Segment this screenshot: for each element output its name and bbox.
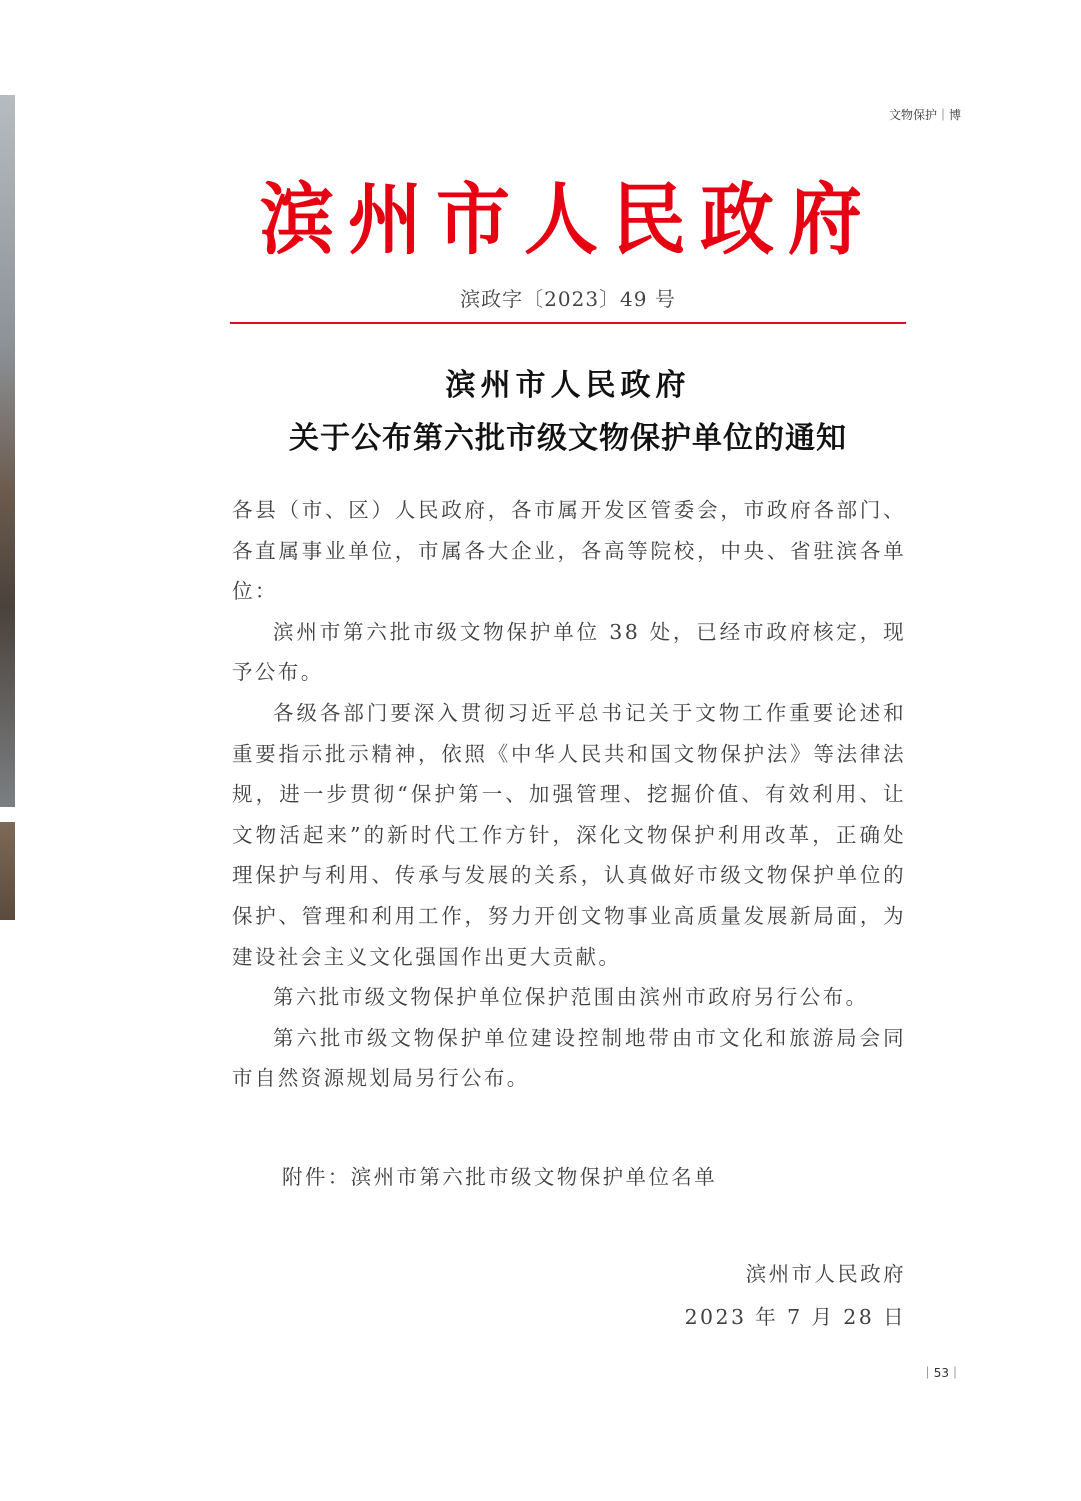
body-paragraph: 滨州市第六批市级文物保护单位 38 处，已经市政府核定，现予公布。 (232, 619, 906, 685)
attachment-line: 附件：滨州市第六批市级文物保护单位名单 (282, 1165, 718, 1189)
salutation-paragraph: 各县（市、区）人民政府，各市属开发区管委会，市政府各部门、各直属事业单位，市属各大企业，各高等院校，中央、省驻滨各单位： (232, 498, 906, 604)
section-tag: 文物保护｜博 (888, 108, 961, 122)
page-number: ｜53｜ (921, 1366, 961, 1380)
notice-title-line1: 滨州市人民政府 (445, 368, 691, 403)
notice-title-line2: 关于公布第六批市级文物保护单位的通知 (289, 421, 847, 456)
signature-organization: 滨州市人民政府 (745, 1262, 906, 1286)
body-paragraph: 第六批市级文物保护单位保护范围由滨州市政府另行公布。 (273, 985, 869, 1010)
masthead-issuer: 滨州市人民政府 (260, 174, 876, 266)
body-paragraph: 各级各部门要深入贯彻习近平总书记关于文物工作重要论述和重要指示批示精神，依照《中华人民共和国文物保护法》等法律法规，进一步贯彻“保护第一、加强管理、挖掘价值、有效利用、让文物活起来”的新时代工作方针，深化文物保护利用改革，正确处理保护与利用、传承与发展的关系，认真做好市级文物保护单位的保护、管理和利用工作，努力开创文物事业高质量发展新局面，为建设社会主义文化强国作出更大贡献。 (232, 700, 906, 969)
body-paragraph: 第六批市级文物保护单位建设控制地带由市文化和旅游局会同市自然资源规划局另行公布。 (232, 1025, 906, 1091)
document-number: 滨政字〔2023〕49 号 (460, 287, 676, 311)
edge-photo-strip (0, 95, 15, 807)
red-divider-rule (230, 322, 906, 324)
signature-date: 2023 年 7 月 28 日 (684, 1305, 906, 1329)
edge-photo-strip-lower (0, 822, 15, 920)
notice-body (232, 490, 906, 1099)
